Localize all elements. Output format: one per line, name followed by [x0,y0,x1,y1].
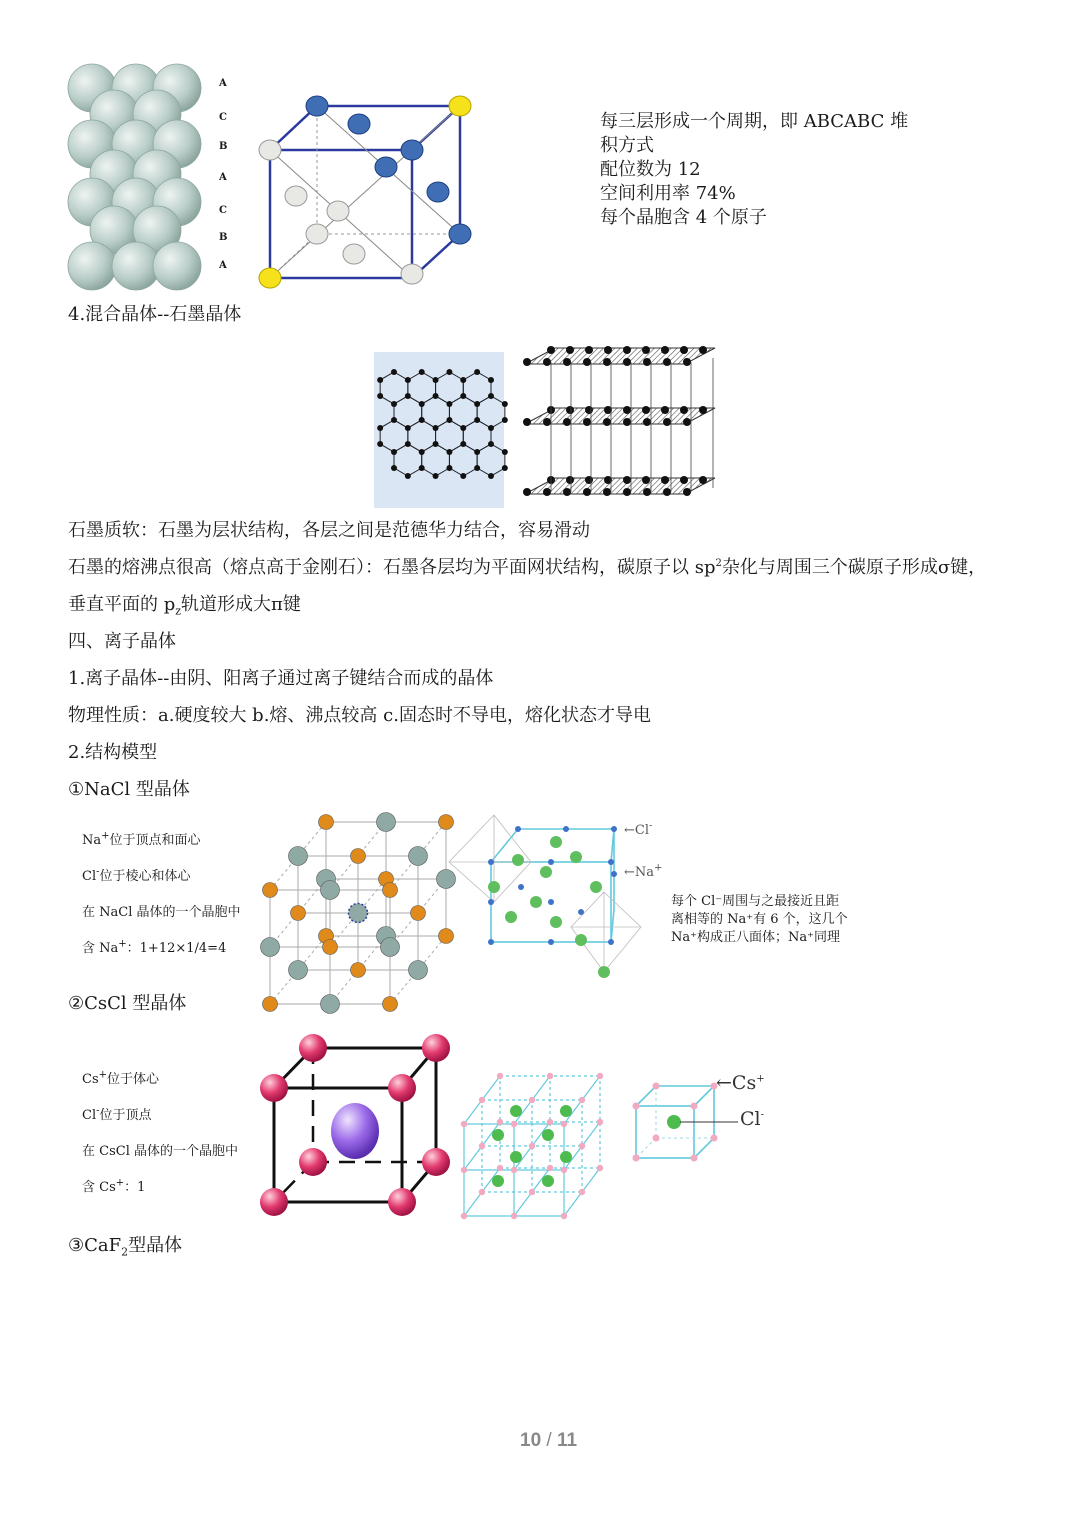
page-number [520,1430,577,1452]
na-ion [323,940,338,955]
na-ion [411,906,426,921]
nacl-note: 含 Na+：1+12×1/4=4 [82,938,227,956]
cl-ion [597,1165,603,1171]
cl-ion [479,1189,485,1195]
coord-line: Na⁺构成正八面体；Na⁺同理 [671,930,840,945]
carbon-atom [699,406,707,414]
carbon-atom [460,473,466,479]
carbon-atom [680,476,688,484]
cl-ion [289,847,308,866]
carbon-atom [563,488,571,496]
mp-text-b: 杂化与周围三个碳原子形成σ键， [721,557,987,578]
carbon-atom [603,358,611,366]
carbon-atom [680,406,688,414]
cl-ion [511,1167,517,1173]
layer-label: A [219,172,227,183]
carbon-atom [488,425,494,431]
nacl-coordination-note [671,893,848,947]
nacl-heading: ①NaCl 型晶体 [68,779,190,800]
cscl-label-cs: ←Cs+ [716,1072,765,1094]
page-total: 11 [556,1430,578,1451]
carbon-atom [683,358,691,366]
cl-ion [561,1213,567,1219]
carbon-atom [433,425,439,431]
nacl-note: 在 NaCl 晶体的一个晶胞中 [82,905,241,920]
carbon-atom [661,346,669,354]
carbon-atom [642,406,650,414]
carbon-atom [419,417,425,423]
carbon-atom [474,449,480,455]
carbon-atom [566,476,574,484]
carbon-atom [391,417,397,423]
cscl-note: 含 Cs+：1 [82,1177,146,1195]
carbon-atom [603,418,611,426]
cl-ion [381,938,400,957]
layer-label: A [219,260,227,271]
carbon-atom [643,418,651,426]
pz-text-a: 垂直平面的 p [68,594,176,615]
na-ion [319,815,334,830]
carbon-atom [405,473,411,479]
na-ion [351,849,366,864]
carbon-atom [405,425,411,431]
carbon-atom [543,488,551,496]
carbon-atom [460,393,466,399]
carbon-atom [623,488,631,496]
carbon-atom [543,418,551,426]
carbon-atom [523,418,531,426]
hcp-desc-line: 每个晶胞含 4 个原子 [600,207,767,228]
carbon-atom [446,401,452,407]
cs-ion [560,1151,572,1163]
carbon-atom [623,406,631,414]
cl-ion [579,1189,585,1195]
cscl-label-cl: Cl- [740,1108,765,1130]
cs-ion [542,1129,554,1141]
cl-ion [479,1097,485,1103]
carbon-atom [585,476,593,484]
carbon-atom [643,358,651,366]
carbon-atom [391,449,397,455]
carbon-atom [446,449,452,455]
cl-ion [497,1073,503,1079]
nacl-octahedron-image [446,812,646,982]
carbon-atom [623,418,631,426]
na-ion [351,963,366,978]
cl-ion [461,1213,467,1219]
carbon-atom [604,346,612,354]
carbon-atom [663,358,671,366]
mp-sup: 2 [715,558,722,569]
carbon-atom [623,358,631,366]
na-ion [383,883,398,898]
cl-ion [261,938,280,957]
cl-ion [511,1121,517,1127]
carbon-atom [563,418,571,426]
coord-line: 每个 Cl⁻周围与之最接近且距 [671,894,840,909]
cscl-small-cell-image [630,1078,720,1166]
carbon-atom [642,476,650,484]
carbon-atom [683,488,691,496]
carbon-atom [623,476,631,484]
carbon-atom [391,401,397,407]
cl-ion [349,904,368,923]
carbon-atom [663,488,671,496]
carbon-atom [405,377,411,383]
cl-ion [321,995,340,1014]
carbon-atom [488,473,494,479]
cs-ion [542,1175,554,1187]
mp-text-a: 石墨的熔沸点很高（熔点高于金刚石）：石墨各层均为平面网状结构，碳原子以 sp [68,557,716,578]
cl-ion [497,1119,503,1125]
carbon-atom [488,393,494,399]
cl-ion [529,1189,535,1195]
coord-line: 离相等的 Na⁺有 6 个，这几个 [671,912,848,927]
cs-ion [510,1151,522,1163]
carbon-atom [446,369,452,375]
cscl-note: 在 CsCl 晶体的一个晶胞中 [82,1144,238,1159]
cl-ion [561,1167,567,1173]
ionic-properties: 物理性质：a.硬度较大 b.熔、沸点较高 c.固态时不导电，熔化状态才导电 [68,705,651,726]
cl-ion [461,1121,467,1127]
carbon-atom [585,406,593,414]
carbon-atom [643,488,651,496]
carbon-atom [377,425,383,431]
cl-ion [511,1213,517,1219]
ionic-definition: 1.离子晶体--由阴、阳离子通过离子键结合而成的晶体 [68,668,494,689]
na-ion [291,906,306,921]
carbon-atom [583,418,591,426]
cl-ion [529,1097,535,1103]
cs-ion [560,1105,572,1117]
carbon-atom [563,358,571,366]
carbon-atom [566,346,574,354]
carbon-atom [699,346,707,354]
carbon-atom [474,369,480,375]
carbon-atom [433,377,439,383]
nacl-label-cl: ←Cl- [624,820,653,838]
carbon-atom [661,406,669,414]
page-sep: / [541,1430,557,1451]
carbon-atom [603,488,611,496]
graphite-softness: 石墨质软：石墨为层状结构，各层之间是范德华力结合，容易滑动 [68,520,590,541]
carbon-atom [391,465,397,471]
carbon-atom [474,401,480,407]
carbon-atom [433,473,439,479]
hcp-desc-line: 空间利用率 74% [600,183,736,204]
cs-ion [492,1129,504,1141]
pz-text-b: 轨道形成大π键 [181,594,301,615]
page-current: 10 [520,1430,542,1451]
cl-ion [321,881,340,900]
carbon-atom [419,369,425,375]
cl-ion [547,1073,553,1079]
carbon-atom [683,418,691,426]
carbon-atom [391,369,397,375]
carbon-atom [543,358,551,366]
carbon-atom [566,406,574,414]
carbon-atom [502,465,508,471]
structure-model-heading: 2.结构模型 [68,742,158,763]
carbon-atom [488,441,494,447]
carbon-atom [460,377,466,383]
graphite-hexagon-image [374,352,504,508]
nacl-lattice-image [258,818,448,980]
carbon-atom [405,393,411,399]
carbon-atom [377,377,383,383]
cl-ion [547,1119,553,1125]
caf2-heading: ③CaF$_2$型晶体 [68,1235,183,1259]
carbon-atom [446,465,452,471]
hcp-desc-line: 每三层形成一个周期，即 ABCABC 堆 [600,111,909,132]
carbon-atom [446,417,452,423]
carbon-atom [488,377,494,383]
cs-ion [510,1105,522,1117]
carbon-atom [460,425,466,431]
layer-label: B [219,232,228,243]
carbon-atom [547,346,555,354]
ionic-section-title: 四、离子晶体 [68,631,176,652]
carbon-atom [377,441,383,447]
hcp-desc-line: 配位数为 12 [600,159,701,180]
cl-ion [579,1143,585,1149]
carbon-atom [419,449,425,455]
fcc-cube-image [258,94,474,290]
cl-ion [597,1119,603,1125]
cl-ion [289,961,308,980]
carbon-atom [642,346,650,354]
close-packing-image [62,62,212,294]
graphite-pi-bond [68,593,301,617]
cscl-note: Cl-位于顶点 [82,1105,152,1123]
carbon-atom [680,346,688,354]
carbon-atom [419,465,425,471]
carbon-atom [502,401,508,407]
layer-label: A [219,78,227,89]
graphite-melting-point [68,556,986,580]
carbon-atom [502,417,508,423]
graphite-layers-image [515,340,725,505]
hcp-description [600,110,908,230]
cl-ion [529,1143,535,1149]
layer-label: C [219,112,227,123]
cl-ion [497,1165,503,1171]
na-ion [263,997,278,1012]
carbon-atom [585,346,593,354]
hcp-desc-line: 积方式 [600,135,654,156]
cl-ion [409,847,428,866]
carbon-atom [433,393,439,399]
carbon-atom [405,441,411,447]
carbon-atom [460,441,466,447]
carbon-atom [583,488,591,496]
cl-ion [579,1097,585,1103]
carbon-atom [663,418,671,426]
cl-ion [597,1073,603,1079]
cl-ion [547,1165,553,1171]
carbon-atom [502,449,508,455]
carbon-atom [583,358,591,366]
layer-label: C [219,205,227,216]
na-ion [383,997,398,1012]
nacl-label-na: ←Na+ [624,862,663,880]
cl-ion [377,813,396,832]
cscl-unit-cell-image [258,1028,458,1224]
carbon-atom [661,476,669,484]
cs-ion [492,1175,504,1187]
cl-ion [561,1121,567,1127]
layer-label: B [219,141,228,152]
carbon-atom [474,465,480,471]
carbon-atom [699,476,707,484]
carbon-atom [523,358,531,366]
cscl-heading: ②CsCl 型晶体 [68,993,187,1014]
carbon-atom [377,393,383,399]
carbon-atom [523,488,531,496]
cscl-note: Cs+位于体心 [82,1069,160,1087]
nacl-note: Na+位于顶点和面心 [82,830,201,848]
carbon-atom [623,346,631,354]
graphite-heading: 4.混合晶体--石墨晶体 [68,304,242,325]
cl-ion [461,1167,467,1173]
carbon-atom [419,401,425,407]
cscl-lattice-image [458,1074,618,1222]
pz-sub: z [175,604,182,618]
na-ion [263,883,278,898]
carbon-atom [433,441,439,447]
cl-ion [409,961,428,980]
carbon-atom [474,417,480,423]
nacl-note: Cl-位于棱心和体心 [82,866,191,884]
cl-ion [479,1143,485,1149]
